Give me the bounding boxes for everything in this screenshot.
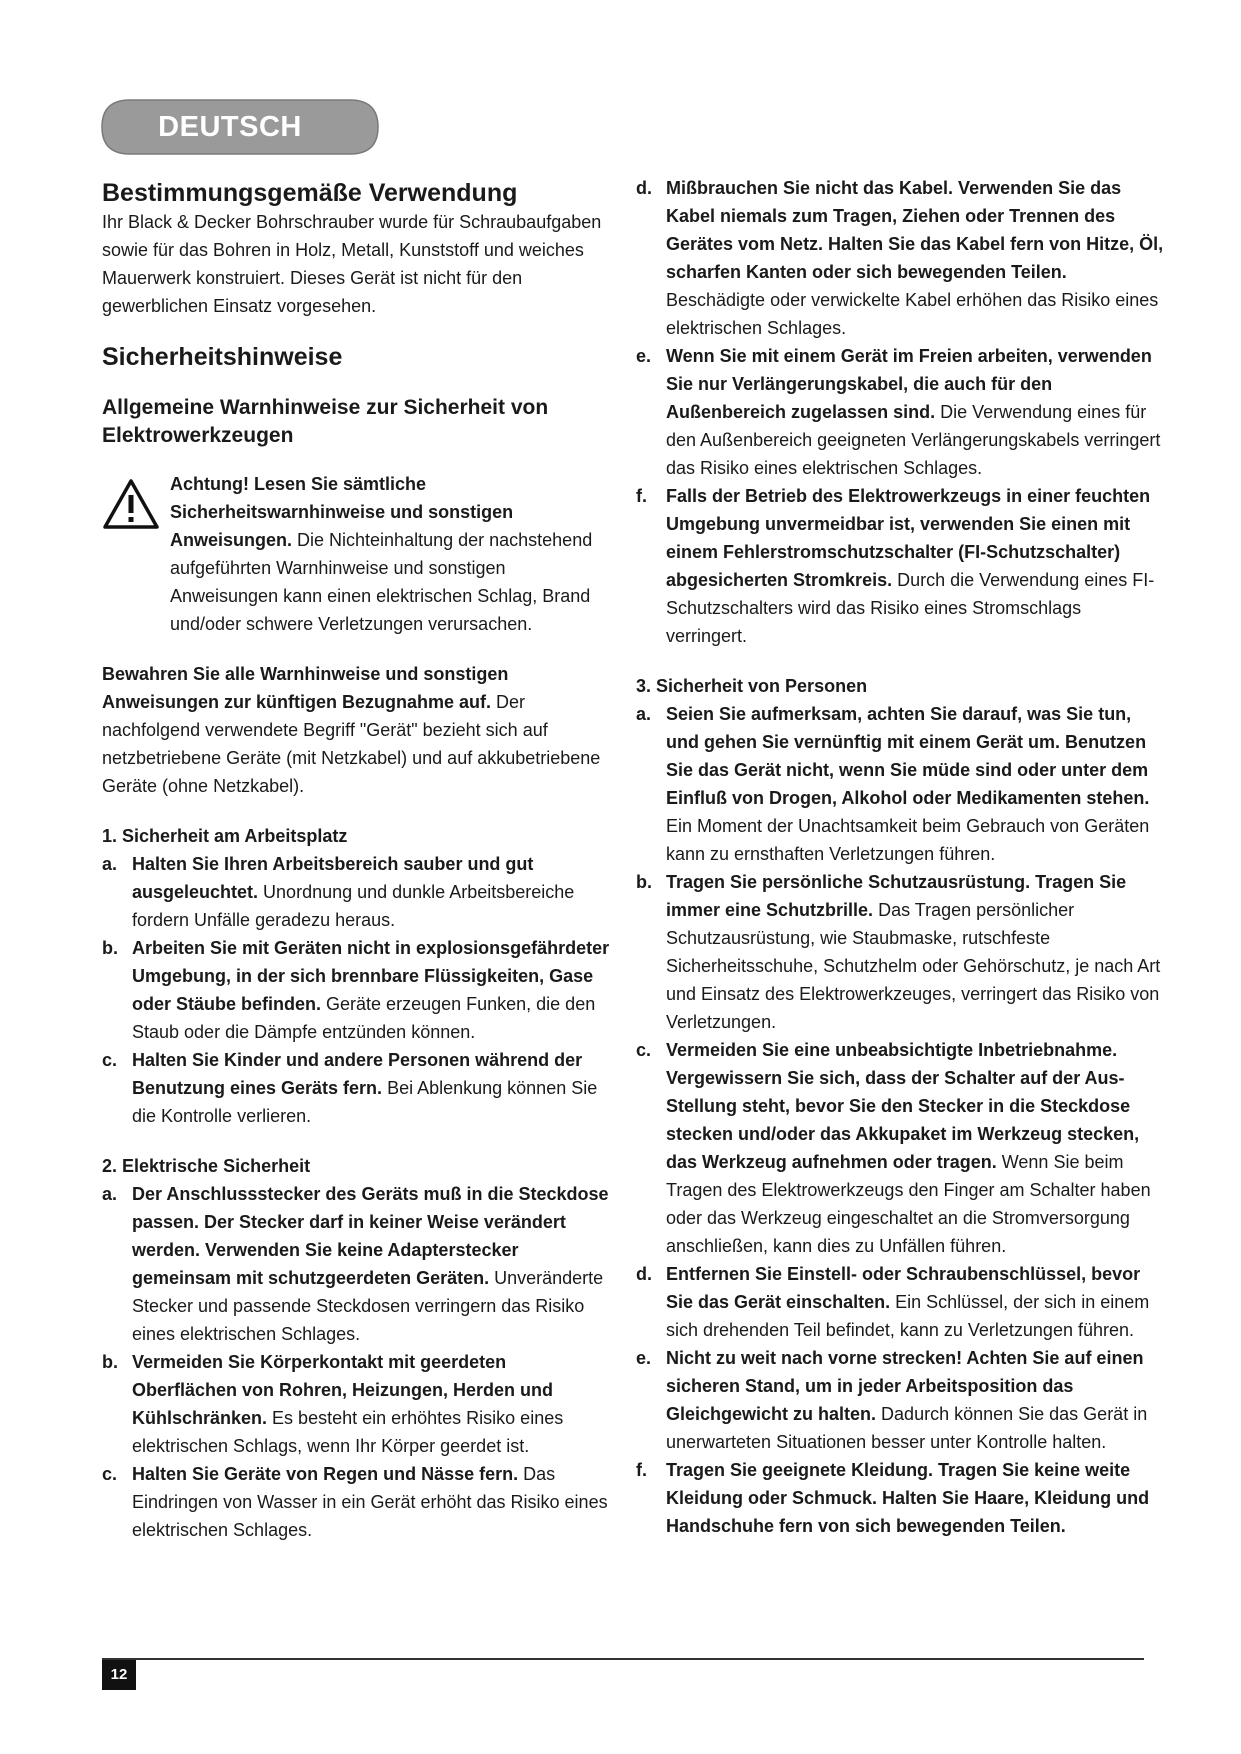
item-mark: f. [636,1460,647,1480]
item-mark: b. [102,938,118,958]
item-mark: a. [636,704,652,724]
item-text: Ein Schlüssel, der sich in einem sich drehenden Teil befindet, kann zu Verletzungen führen. [666,1292,1150,1340]
item-bold: Tragen Sie geeignete Kleidung. Tragen Sie keine weite Kleidung oder Schmuck. Halten Sie Haare, Kleidung und Handschuhe fern von sich bewegenden Teilen. [666,1460,1150,1536]
item-text: Geräte erzeugen Funken, die den Staub oder die Dämpfe entzünden können. [132,994,596,1042]
warning-bold: Achtung! Lesen Sie sämtliche Sicherheitswarnhinweise und sonstigen Anweisungen. [170,474,514,550]
list-item [636,1036,1166,1260]
item-mark: b. [636,872,652,892]
page-number: 12 [102,1660,136,1690]
list-item [636,1456,1166,1540]
footer-divider [102,1658,1144,1660]
list-item [102,1460,612,1544]
item-mark: f. [636,486,647,506]
item-text: Das Eindringen von Wasser in ein Gerät erhöht das Risiko eines elektrischen Schlages. [132,1464,608,1540]
item-text: Dadurch können Sie das Gerät in unerwarteten Situationen besser unter Kontrolle halten. [666,1404,1148,1452]
item-bold: Halten Sie Kinder und andere Personen während der Benutzung eines Geräts fern. [132,1050,583,1098]
keep-instructions [102,660,612,800]
language-label: DEUTSCH [158,111,302,143]
list-item [102,1046,612,1130]
list-item [102,934,612,1046]
keep-text: Der nachfolgend verwendete Begriff "Gerät" bezieht sich auf netzbetriebene Geräte (mit Netzkabel) und auf akkubetriebene Geräte (ohne Netzkabel). [102,692,601,796]
item-mark: c. [102,1464,118,1484]
item-mark: a. [102,854,118,874]
item-text: Wenn Sie beim Tragen des Elektrowerkzeugs den Finger am Schalter haben oder das Werkzeug eingeschaltet an die Stromversorgung anschließen, kann dies zu Unfällen führen. [666,1152,1151,1256]
list-item [636,482,1166,650]
item-bold: Nicht zu weit nach vorne strecken! Achten Sie auf einen sicheren Stand, um in jeder Arbeitsposition das Gleichgewicht zu halten. [666,1348,1144,1424]
item-bold: Falls der Betrieb des Elektrowerkzeugs in einer feuchten Umgebung unvermeidbar ist, verwenden Sie einen mit einem Fehlerstromschutzschalter (FI-Schutzschalter) abgesicherten Stromkreis. [666,486,1151,590]
item-mark: c. [102,1050,118,1070]
list-item [102,1180,612,1348]
list-item [102,850,612,934]
item-text: Beschädigte oder verwickelte Kabel erhöhen das Risiko eines elektrischen Schlages. [666,290,1159,338]
item-text: Bei Ablenkung können Sie die Kontrolle verlieren. [132,1078,598,1126]
item-mark: d. [636,1264,652,1284]
item-bold: Tragen Sie persönliche Schutzausrüstung. Tragen Sie immer eine Schutzbrille. [666,872,1127,920]
item-bold: Seien Sie aufmerksam, achten Sie darauf, was Sie tun, und gehen Sie vernünftig mit einem Gerät um. Benutzen Sie das Gerät nicht, wenn Sie müde sind oder unter dem Einfluß von Drogen, Alkohol oder Medikamenten stehen. [666,704,1150,808]
list-item [102,1348,612,1460]
intended-use-text: Ihr Black & Decker Bohrschrauber wurde für Schraubaufgaben sowie für das Bohren in Holz, Metall, Kunststoff und weiches Mauerwerk konstruiert. Dieses Gerät ist nicht für den gewerblichen Einsatz vorgesehen. [102,212,602,316]
list-item [636,868,1166,1036]
item-bold: Der Anschlussstecker des Geräts muß in die Steckdose passen. Der Stecker darf in keiner Weise verändert werden. Verwenden Sie keine Adapterstecker gemeinsam mit schutzgeerdeten Geräten. [132,1184,609,1288]
item-text: Das Tragen persönlicher Schutzausrüstung, wie Staubmaske, rutschfeste Sicherheitsschuhe, Schutzhelm oder Gehörschutz, je nach Art und Einsatz des Elektrowerkzeuges, verringert das Risiko von Verletzungen. [666,900,1161,1032]
item-bold: Vermeiden Sie eine unbeabsichtigte Inbetriebnahme. Vergewissern Sie sich, dass der Schalter auf der Aus-Stellung steht, bevor Sie den Stecker in die Steckdose stecken und/oder das Akkupaket im Werkzeug stecken, das Werkzeug aufnehmen oder tragen. [666,1040,1140,1172]
item-bold: Entfernen Sie Einstell- oder Schraubenschlüssel, bevor Sie das Gerät einschalten. [666,1264,1141,1312]
section1-title: 1. Sicherheit am Arbeitsplatz [102,826,348,846]
section3-title: 3. Sicherheit von Personen [636,676,868,696]
safety-heading: Sicherheitshinweise [102,343,343,371]
item-bold: Wenn Sie mit einem Gerät im Freien arbeiten, verwenden Sie nur Verlängerungskabel, die auch für den Außenbereich zugelassen sind. [666,346,1152,422]
right-column [636,174,1166,1540]
item-bold: Vermeiden Sie Körperkontakt mit geerdeten Oberflächen von Rohren, Heizungen, Herden und Kühlschränken. [132,1352,554,1428]
item-bold: Arbeiten Sie mit Geräten nicht in explosionsgefährdeter Umgebung, in der sich brennbare Flüssigkeiten, Gase oder Stäube befinden. [132,938,610,1014]
intended-use-heading: Bestimmungsgemäße Verwendung [102,179,518,207]
item-bold: Halten Sie Geräte von Regen und Nässe fern. [132,1464,519,1484]
left-column [102,178,612,1544]
item-bold: Halten Sie Ihren Arbeitsbereich sauber und gut ausgeleuchtet. [132,854,534,902]
item-mark: c. [636,1040,652,1060]
item-text: Durch die Verwendung eines FI-Schutzschalters wird das Risiko eines Stromschlags verringert. [666,570,1155,646]
item-text: Es besteht ein erhöhtes Risiko eines elektrischen Schlags, wenn Ihr Körper geerdet ist. [132,1408,564,1456]
language-tab [100,98,380,156]
item-bold: Mißbrauchen Sie nicht das Kabel. Verwenden Sie das Kabel niemals zum Tragen, Ziehen oder Trennen des Gerätes vom Netz. Halten Sie das Kabel fern von Hitze, Öl, scharfen Kanten oder sich bewegenden Teilen. [666,178,1164,282]
general-warnings-heading: Allgemeine Warnhinweise zur Sicherheit von Elektrowerkzeugen [102,396,549,447]
list-item [636,1344,1166,1456]
keep-bold: Bewahren Sie alle Warnhinweise und sonstigen Anweisungen zur künftigen Bezugnahme auf. [102,664,509,712]
item-text: Unveränderte Stecker und passende Steckdosen verringern das Risiko eines elektrischen Schlages. [132,1268,604,1344]
warning-text: Die Nichteinhaltung der nachstehend aufgeführten Warnhinweise und sonstigen Anweisungen kann einen elektrischen Schlag, Brand und/oder schwere Verletzungen verursachen. [170,530,593,634]
item-mark: d. [636,178,652,198]
item-mark: a. [102,1184,118,1204]
section2-title: 2. Elektrische Sicherheit [102,1156,311,1176]
list-item [636,700,1166,868]
list-item [636,1260,1166,1344]
warning-triangle-icon [102,478,160,538]
item-mark: e. [636,346,652,366]
item-text: Unordnung und dunkle Arbeitsbereiche fordern Unfälle geradezu heraus. [132,882,575,930]
list-item [636,174,1166,342]
item-mark: e. [636,1348,652,1368]
item-text: Ein Moment der Unachtsamkeit beim Gebrauch von Geräten kann zu ernsthaften Verletzungen führen. [666,816,1150,864]
item-text: Die Verwendung eines für den Außenbereich geeigneten Verlängerungskabels verringert das Risiko eines elektrischen Schlages. [666,402,1161,478]
warning-block [102,470,612,638]
list-item [636,342,1166,482]
item-mark: b. [102,1352,118,1372]
